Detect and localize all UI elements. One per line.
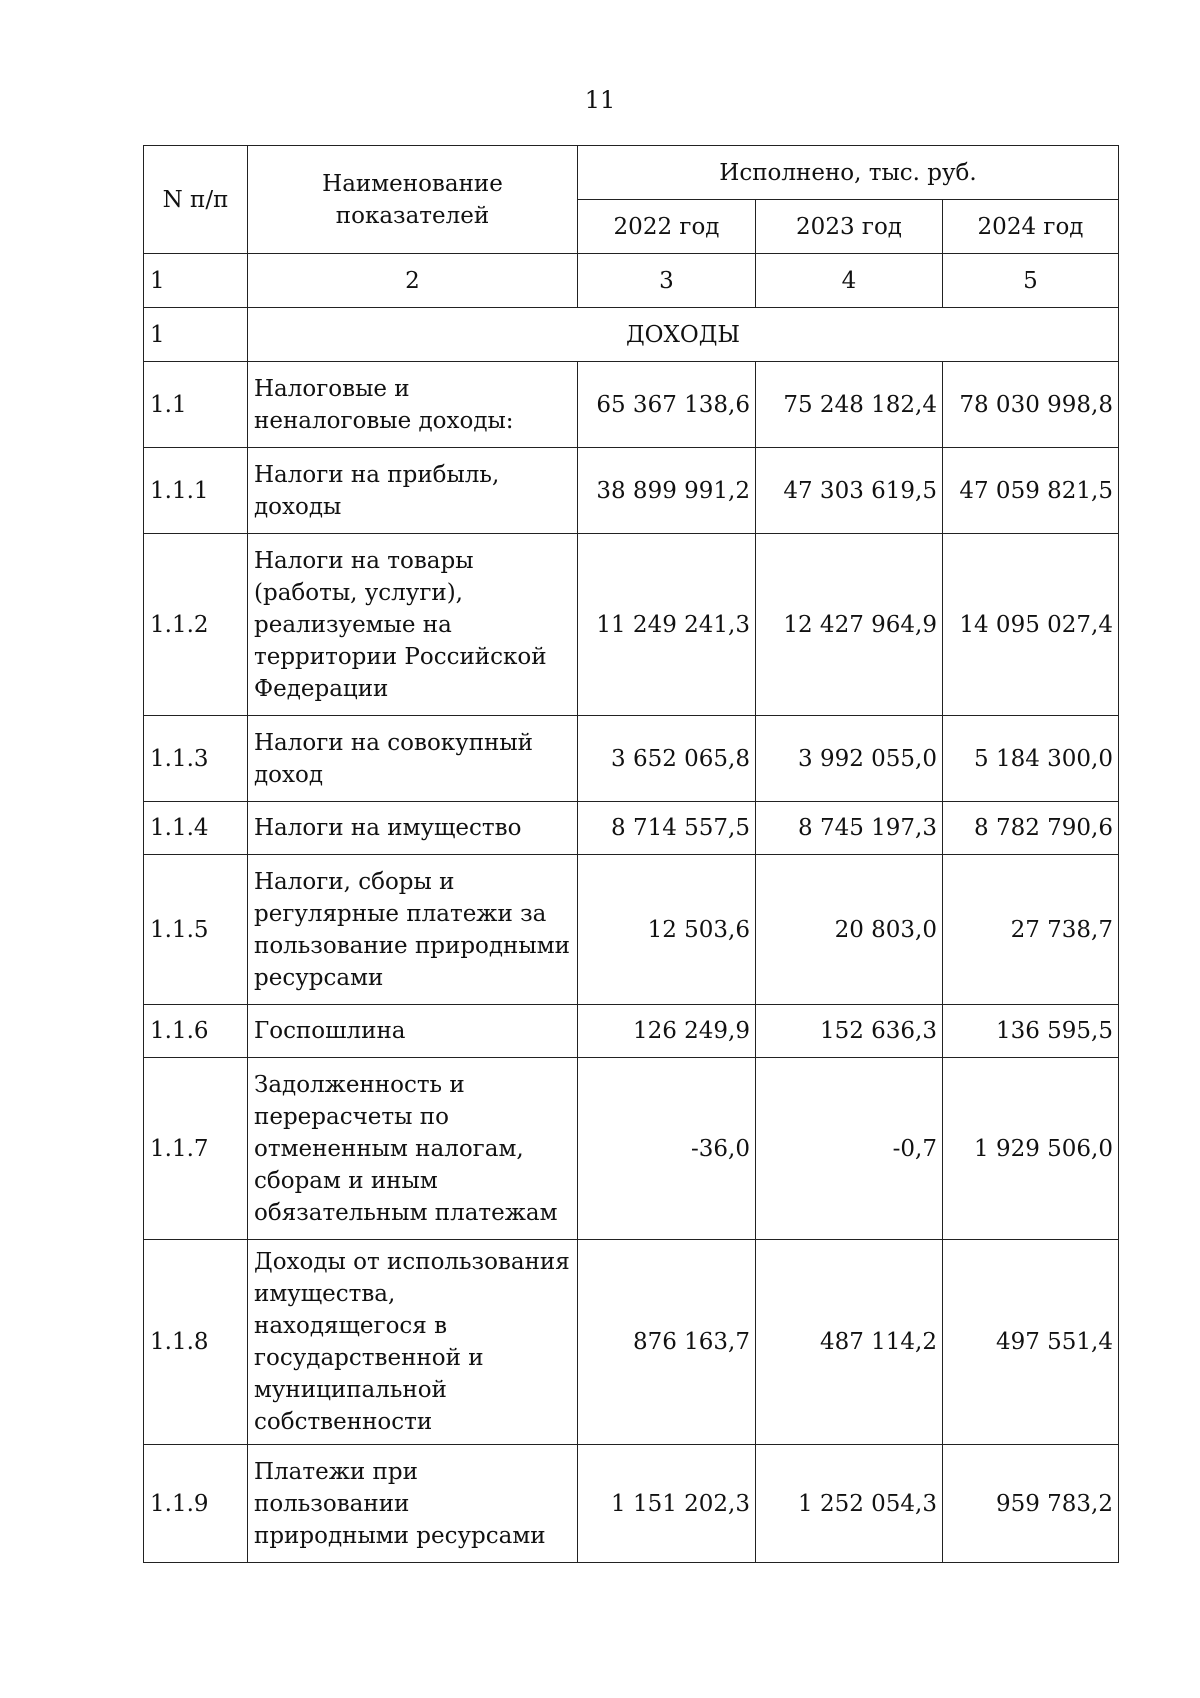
row-value-2024: 136 595,5 (943, 1005, 1119, 1058)
table-row (144, 448, 1119, 534)
column-number: 4 (756, 254, 943, 308)
row-value-2023: 152 636,3 (756, 1005, 943, 1058)
row-name: Налоги на товары (работы, услуги), реализуемые на территории Российской Федерации (248, 534, 578, 716)
row-name: Госпошлина (248, 1005, 578, 1058)
table-row (144, 802, 1119, 855)
row-value-2023: 75 248 182,4 (756, 362, 943, 448)
row-value-2022: 3 652 065,8 (578, 716, 756, 802)
row-name: Налоговые и неналоговые доходы: (248, 362, 578, 448)
row-value-2023: 8 745 197,3 (756, 802, 943, 855)
header-row (144, 146, 1119, 200)
row-value-2023: 3 992 055,0 (756, 716, 943, 802)
row-value-2023: -0,7 (756, 1058, 943, 1240)
table-row (144, 1058, 1119, 1240)
row-value-2022: 1 151 202,3 (578, 1445, 756, 1563)
row-value-2024: 47 059 821,5 (943, 448, 1119, 534)
row-value-2022: 12 503,6 (578, 855, 756, 1005)
row-num: 1.1.4 (144, 802, 248, 855)
row-value-2023: 12 427 964,9 (756, 534, 943, 716)
table-row (144, 1005, 1119, 1058)
page-number: 11 (584, 86, 616, 114)
table-row (144, 1445, 1119, 1563)
row-name: Налоги, сборы и регулярные платежи за пользование природными ресурсами (248, 855, 578, 1005)
row-value-2024: 78 030 998,8 (943, 362, 1119, 448)
row-value-2022: 8 714 557,5 (578, 802, 756, 855)
row-name: Налоги на имущество (248, 802, 578, 855)
row-num: 1.1.6 (144, 1005, 248, 1058)
header-executed: Исполнено, тыс. руб. (578, 146, 1119, 200)
row-value-2024: 27 738,7 (943, 855, 1119, 1005)
row-value-2022: 38 899 991,2 (578, 448, 756, 534)
row-num: 1.1 (144, 362, 248, 448)
row-num: 1.1.7 (144, 1058, 248, 1240)
table-row (144, 716, 1119, 802)
row-value-2024: 14 095 027,4 (943, 534, 1119, 716)
table-row (144, 534, 1119, 716)
column-number-row (144, 254, 1119, 308)
row-value-2022: 876 163,7 (578, 1240, 756, 1445)
header-num: N п/п (144, 146, 248, 254)
row-name: Налоги на прибыль, доходы (248, 448, 578, 534)
row-value-2023: 47 303 619,5 (756, 448, 943, 534)
column-number: 5 (943, 254, 1119, 308)
row-value-2022: 65 367 138,6 (578, 362, 756, 448)
row-value-2022: 126 249,9 (578, 1005, 756, 1058)
row-value-2024: 5 184 300,0 (943, 716, 1119, 802)
table-row (144, 362, 1119, 448)
row-value-2024: 1 929 506,0 (943, 1058, 1119, 1240)
row-value-2024: 8 782 790,6 (943, 802, 1119, 855)
row-name: Платежи при пользовании природными ресурсами (248, 1445, 578, 1563)
row-value-2023: 1 252 054,3 (756, 1445, 943, 1563)
row-num: 1.1.3 (144, 716, 248, 802)
row-name: Налоги на совокупный доход (248, 716, 578, 802)
row-value-2022: -36,0 (578, 1058, 756, 1240)
row-num: 1.1.9 (144, 1445, 248, 1563)
section-row (144, 308, 1119, 362)
row-num: 1.1.2 (144, 534, 248, 716)
row-value-2024: 497 551,4 (943, 1240, 1119, 1445)
section-title: ДОХОДЫ (248, 308, 1119, 362)
row-value-2023: 487 114,2 (756, 1240, 943, 1445)
column-number: 3 (578, 254, 756, 308)
header-name: Наименование показателей (248, 146, 578, 254)
row-value-2023: 20 803,0 (756, 855, 943, 1005)
table-row (144, 1240, 1119, 1445)
row-num: 1.1.8 (144, 1240, 248, 1445)
section-num: 1 (144, 308, 248, 362)
column-number: 1 (144, 254, 248, 308)
row-name: Доходы от использования имущества, находящегося в государственной и муниципальной собственности (248, 1240, 578, 1445)
row-num: 1.1.1 (144, 448, 248, 534)
column-number: 2 (248, 254, 578, 308)
header-year-2024: 2024 год (943, 200, 1119, 254)
header-year-2023: 2023 год (756, 200, 943, 254)
revenue-table (143, 145, 1119, 1563)
header-year-2022: 2022 год (578, 200, 756, 254)
row-name: Задолженность и перерасчеты по отмененным налогам, сборам и иным обязательным платежам (248, 1058, 578, 1240)
row-num: 1.1.5 (144, 855, 248, 1005)
table-row (144, 855, 1119, 1005)
row-value-2022: 11 249 241,3 (578, 534, 756, 716)
row-value-2024: 959 783,2 (943, 1445, 1119, 1563)
